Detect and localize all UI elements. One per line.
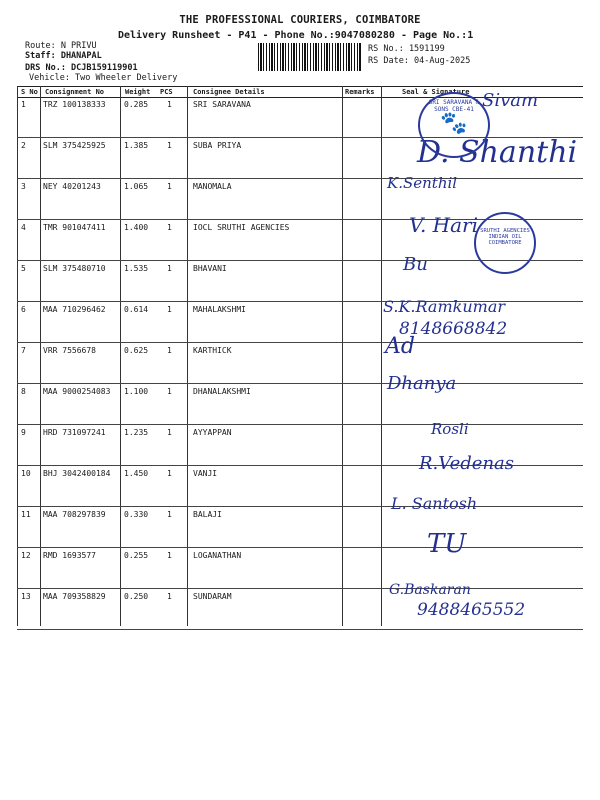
iocl-seal bbox=[474, 212, 536, 274]
consignment-cell: HRD 731097241 bbox=[43, 428, 106, 437]
sno-cell: 4 bbox=[21, 223, 26, 232]
signature: V. Hari bbox=[409, 213, 478, 237]
signature: Ad bbox=[385, 334, 415, 359]
col-weight: Weight bbox=[125, 88, 151, 96]
sno-cell: 12 bbox=[21, 551, 31, 560]
weight-cell: 1.065 bbox=[124, 182, 149, 191]
signature: K.Senthil bbox=[387, 174, 458, 192]
signature: Rosli bbox=[431, 420, 469, 438]
paw-icon: 🐾 bbox=[440, 111, 468, 136]
barcode bbox=[258, 43, 362, 71]
drs-number: DRS No.: DCJB159119901 bbox=[25, 63, 138, 73]
pcs-cell: 1 bbox=[167, 182, 172, 191]
consignee-cell: DHANALAKSHMI bbox=[193, 387, 251, 396]
col-sno: S No bbox=[21, 88, 38, 96]
weight-cell: 0.330 bbox=[124, 510, 149, 519]
pcs-cell: 1 bbox=[167, 510, 172, 519]
consignee-cell: SUNDARAM bbox=[193, 592, 232, 601]
sno-cell: 10 bbox=[21, 469, 31, 478]
signature: Sivam bbox=[482, 90, 539, 111]
col-consignment: Consignment No bbox=[45, 88, 105, 96]
consignment-cell: SLM 375425925 bbox=[43, 141, 106, 150]
signature: R.Vedenas bbox=[419, 453, 515, 474]
sno-cell: 11 bbox=[21, 510, 31, 519]
consignee-cell: MAHALAKSHMI bbox=[193, 305, 246, 314]
rs-number: RS No.: 1591199 bbox=[368, 44, 445, 54]
company-title: THE PROFESSIONAL COURIERS, COIMBATORE bbox=[179, 14, 421, 26]
pcs-cell: 1 bbox=[167, 223, 172, 232]
sno-cell: 9 bbox=[21, 428, 26, 437]
consignment-cell: MAA 708297839 bbox=[43, 510, 106, 519]
sno-cell: 7 bbox=[21, 346, 26, 355]
sno-cell: 6 bbox=[21, 305, 26, 314]
signature: L. Santosh bbox=[391, 494, 478, 513]
signature: TU bbox=[427, 529, 467, 559]
pcs-cell: 1 bbox=[167, 469, 172, 478]
consignment-cell: MAA 709358829 bbox=[43, 592, 106, 601]
pcs-cell: 1 bbox=[167, 346, 172, 355]
col-remarks: Remarks bbox=[345, 88, 375, 96]
sno-cell: 3 bbox=[21, 182, 26, 191]
pcs-cell: 1 bbox=[167, 264, 172, 273]
sno-cell: 2 bbox=[21, 141, 26, 150]
pcs-cell: 1 bbox=[167, 387, 172, 396]
consignment-cell: TMR 901047411 bbox=[43, 223, 106, 232]
consignee-cell: AYYAPPAN bbox=[193, 428, 232, 437]
consignee-cell: SUBA PRIYA bbox=[193, 141, 242, 150]
signature: Dhanya bbox=[387, 373, 457, 394]
weight-cell: 0.255 bbox=[124, 551, 149, 560]
consignment-cell: BHJ 3042400184 bbox=[43, 469, 111, 478]
weight-cell: 0.285 bbox=[124, 100, 149, 109]
consignment-cell: TRZ 100138333 bbox=[43, 100, 106, 109]
table-row bbox=[17, 137, 583, 179]
col-pcs: PCS bbox=[160, 88, 173, 96]
signature: G.Baskaran bbox=[389, 582, 471, 598]
consignee-cell: IOCL SRUTHI AGENCIES bbox=[193, 223, 290, 232]
consignment-cell: MAA 710296462 bbox=[43, 305, 106, 314]
weight-cell: 1.385 bbox=[124, 141, 149, 150]
consignment-cell: SLM 375480710 bbox=[43, 264, 106, 273]
consignee-cell: VANJI bbox=[193, 469, 218, 478]
consignee-cell: KARTHICK bbox=[193, 346, 232, 355]
sno-cell: 8 bbox=[21, 387, 26, 396]
weight-cell: 1.235 bbox=[124, 428, 149, 437]
consignment-cell: NEY 40201243 bbox=[43, 182, 101, 191]
stamp-text: SRUTHI AGENCIES INDIAN OIL COIMBATORE bbox=[480, 228, 530, 246]
vehicle: Vehicle: Two Wheeler Delivery bbox=[29, 73, 178, 83]
consignee-cell: MANOMALA bbox=[193, 182, 232, 191]
col-consignee: Consignee Details bbox=[193, 88, 265, 96]
pcs-cell: 1 bbox=[167, 592, 172, 601]
sri-saravana-seal bbox=[418, 92, 490, 158]
table-row bbox=[17, 582, 583, 630]
handwritten-phone: 8148668842 bbox=[399, 319, 508, 339]
pcs-cell: 1 bbox=[167, 428, 172, 437]
stamp-text: SRI SARAVANA & SONS CBE-41 bbox=[428, 99, 480, 113]
rs-date: RS Date: 04-Aug-2025 bbox=[368, 56, 471, 66]
table-row bbox=[17, 297, 583, 343]
table-row bbox=[17, 373, 583, 425]
signature: S.K.Ramkumar bbox=[383, 297, 505, 316]
consignee-cell: LOGANATHAN bbox=[193, 551, 242, 560]
pcs-cell: 1 bbox=[167, 100, 172, 109]
weight-cell: 0.250 bbox=[124, 592, 149, 601]
col-seal: Seal & Signature bbox=[402, 88, 470, 96]
consignment-cell: VRR 7556678 bbox=[43, 346, 96, 355]
signature: Bu bbox=[403, 254, 428, 275]
pcs-cell: 1 bbox=[167, 305, 172, 314]
handwritten-phone: 9488465552 bbox=[417, 600, 526, 620]
pcs-cell: 1 bbox=[167, 551, 172, 560]
table-row bbox=[17, 453, 583, 507]
runsheet-table bbox=[17, 86, 583, 626]
weight-cell: 1.100 bbox=[124, 387, 149, 396]
weight-cell: 1.535 bbox=[124, 264, 149, 273]
table-row bbox=[17, 334, 583, 384]
weight-cell: 0.614 bbox=[124, 305, 149, 314]
staff: Staff: DHANAPAL bbox=[25, 51, 102, 61]
runsheet-title: Delivery Runsheet - P41 - Phone No.:9047080280 - Page No.:1 bbox=[118, 30, 474, 41]
consignment-cell: MAA 9000254083 bbox=[43, 387, 111, 396]
table-row bbox=[17, 529, 583, 589]
weight-cell: 1.450 bbox=[124, 469, 149, 478]
sno-cell: 5 bbox=[21, 264, 26, 273]
route: Route: N PRIVU bbox=[25, 41, 97, 51]
sno-cell: 1 bbox=[21, 100, 26, 109]
consignee-cell: SRI SARAVANA bbox=[193, 100, 251, 109]
weight-cell: 0.625 bbox=[124, 346, 149, 355]
weight-cell: 1.400 bbox=[124, 223, 149, 232]
sno-cell: 13 bbox=[21, 592, 31, 601]
consignment-cell: RMD 1693577 bbox=[43, 551, 96, 560]
table-row bbox=[17, 494, 583, 548]
signature: D. Shanthi bbox=[417, 135, 578, 170]
pcs-cell: 1 bbox=[167, 141, 172, 150]
consignee-cell: BALAJI bbox=[193, 510, 222, 519]
consignee-cell: BHAVANI bbox=[193, 264, 227, 273]
